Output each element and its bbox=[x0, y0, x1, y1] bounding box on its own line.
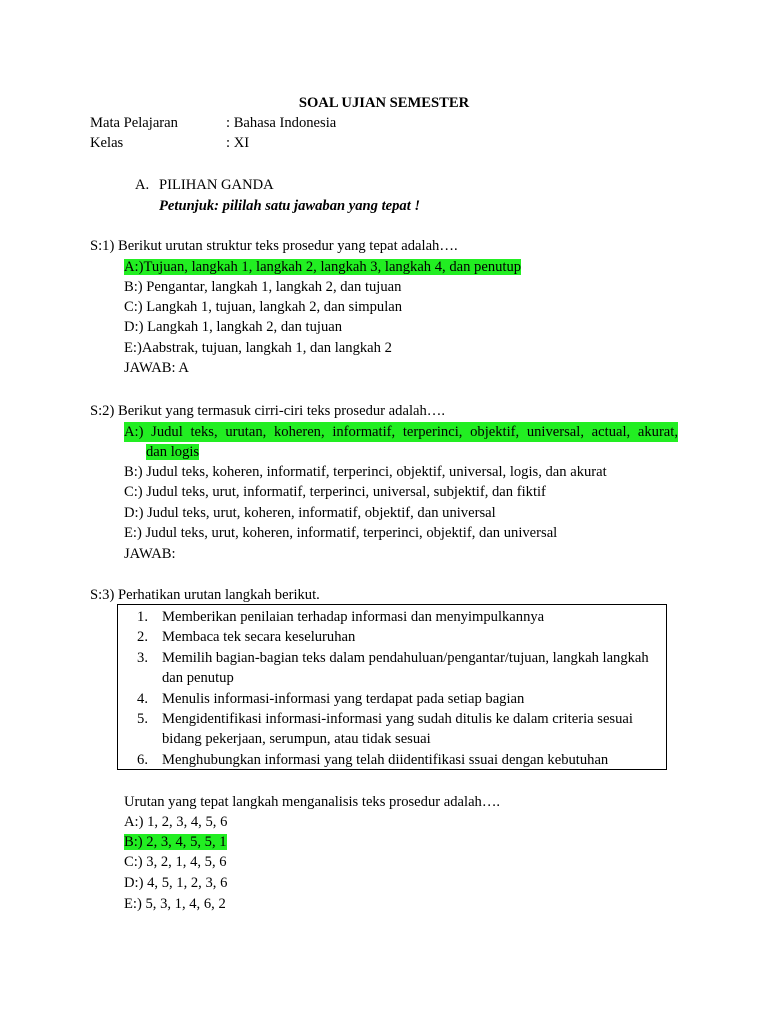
q3-option-b-correct: B:) 2, 3, 4, 5, 5, 1 bbox=[124, 834, 227, 850]
step-number: 4. bbox=[137, 691, 148, 707]
step-text: Menghubungkan informasi yang telah diidentifikasi ssuai dengan kebutuhan bbox=[162, 752, 609, 768]
q1-option-d: D:) Langkah 1, langkah 2, dan tujuan bbox=[124, 319, 343, 335]
step-text: Mengidentifikasi informasi-informasi yang sudah ditulis ke dalam criteria sesuai bbox=[162, 711, 633, 727]
instruction-text: Petunjuk: pililah satu jawaban yang tepat ! bbox=[159, 198, 421, 214]
step-text: Menulis informasi-informasi yang terdapat pada setiap bagian bbox=[162, 691, 525, 707]
step-text: Memberikan penilaian terhadap informasi dan menyimpulkannya bbox=[162, 609, 545, 625]
q1-option-b: B:) Pengantar, langkah 1, langkah 2, dan tujuan bbox=[124, 279, 402, 295]
step-number: 6. bbox=[137, 752, 148, 768]
q1-question: S:1) Berikut urutan struktur teks prosedur yang tepat adalah…. bbox=[90, 238, 458, 254]
q2-question: S:2) Berikut yang termasuk cirri-ciri teks prosedur adalah…. bbox=[90, 403, 446, 419]
step-number: 1. bbox=[137, 609, 148, 625]
q2-option-b: B:) Judul teks, koheren, informatif, terperinci, objektif, universal, logis, dan akurat bbox=[124, 464, 607, 480]
subject-value: : Bahasa Indonesia bbox=[226, 115, 337, 131]
class-label: Kelas bbox=[90, 135, 124, 151]
step-item bbox=[128, 709, 664, 749]
q3-option-a: A:) 1, 2, 3, 4, 5, 6 bbox=[124, 814, 228, 830]
q2-option-a-correct-line2: dan logis bbox=[146, 444, 200, 460]
step-number: 5. bbox=[137, 711, 148, 727]
subject-label: Mata Pelajaran bbox=[90, 115, 178, 131]
q2-answer: JAWAB: bbox=[124, 546, 176, 562]
q2-option-e: E:) Judul teks, urut, koheren, informatif, terperinci, objektif, dan universal bbox=[124, 525, 558, 541]
q2-option-c: C:) Judul teks, urut, informatif, terperinci, universal, subjektif, dan fiktif bbox=[124, 484, 546, 500]
step-number: 2. bbox=[137, 629, 148, 645]
step-text: Memilih bagian-bagian teks dalam pendahuluan/pengantar/tujuan, langkah langkah bbox=[162, 650, 649, 666]
section-title: PILIHAN GANDA bbox=[159, 177, 274, 193]
step-item bbox=[128, 648, 664, 688]
q2-option-d: D:) Judul teks, urut, koheren, informatif, objektif, dan universal bbox=[124, 505, 496, 521]
step-number: 3. bbox=[137, 650, 148, 666]
q1-option-c: C:) Langkah 1, tujuan, langkah 2, dan simpulan bbox=[124, 299, 403, 315]
q3-question: S:3) Perhatikan urutan langkah berikut. bbox=[90, 587, 320, 603]
q1-answer: JAWAB: A bbox=[124, 360, 189, 376]
class-value: : XI bbox=[226, 135, 250, 151]
q1-option-e: E:)Aabstrak, tujuan, langkah 1, dan langkah 2 bbox=[124, 340, 392, 356]
q3-option-d: D:) 4, 5, 1, 2, 3, 6 bbox=[124, 875, 228, 891]
section-marker: A. bbox=[135, 177, 150, 193]
q2-option-a-correct-line1: A:) Judul teks, urutan, koheren, informatif, terperinci, objektif, universal, actual, akurat, bbox=[124, 424, 678, 440]
steps-box bbox=[117, 604, 667, 770]
page-title: SOAL UJIAN SEMESTER bbox=[298, 95, 470, 111]
step-text-continued: dan penutup bbox=[162, 670, 234, 686]
step-text: Membaca tek secara keseluruhan bbox=[162, 629, 356, 645]
step-text-continued: bidang pekerjaan, serumpun, atau tidak sesuai bbox=[162, 731, 431, 747]
q3-prompt: Urutan yang tepat langkah menganalisis teks prosedur adalah…. bbox=[124, 794, 501, 810]
q3-option-c: C:) 3, 2, 1, 4, 5, 6 bbox=[124, 854, 227, 870]
q1-option-a-correct: A:)Tujuan, langkah 1, langkah 2, langkah 3, langkah 4, dan penutup bbox=[124, 259, 522, 275]
q3-option-e: E:) 5, 3, 1, 4, 6, 2 bbox=[124, 896, 226, 912]
